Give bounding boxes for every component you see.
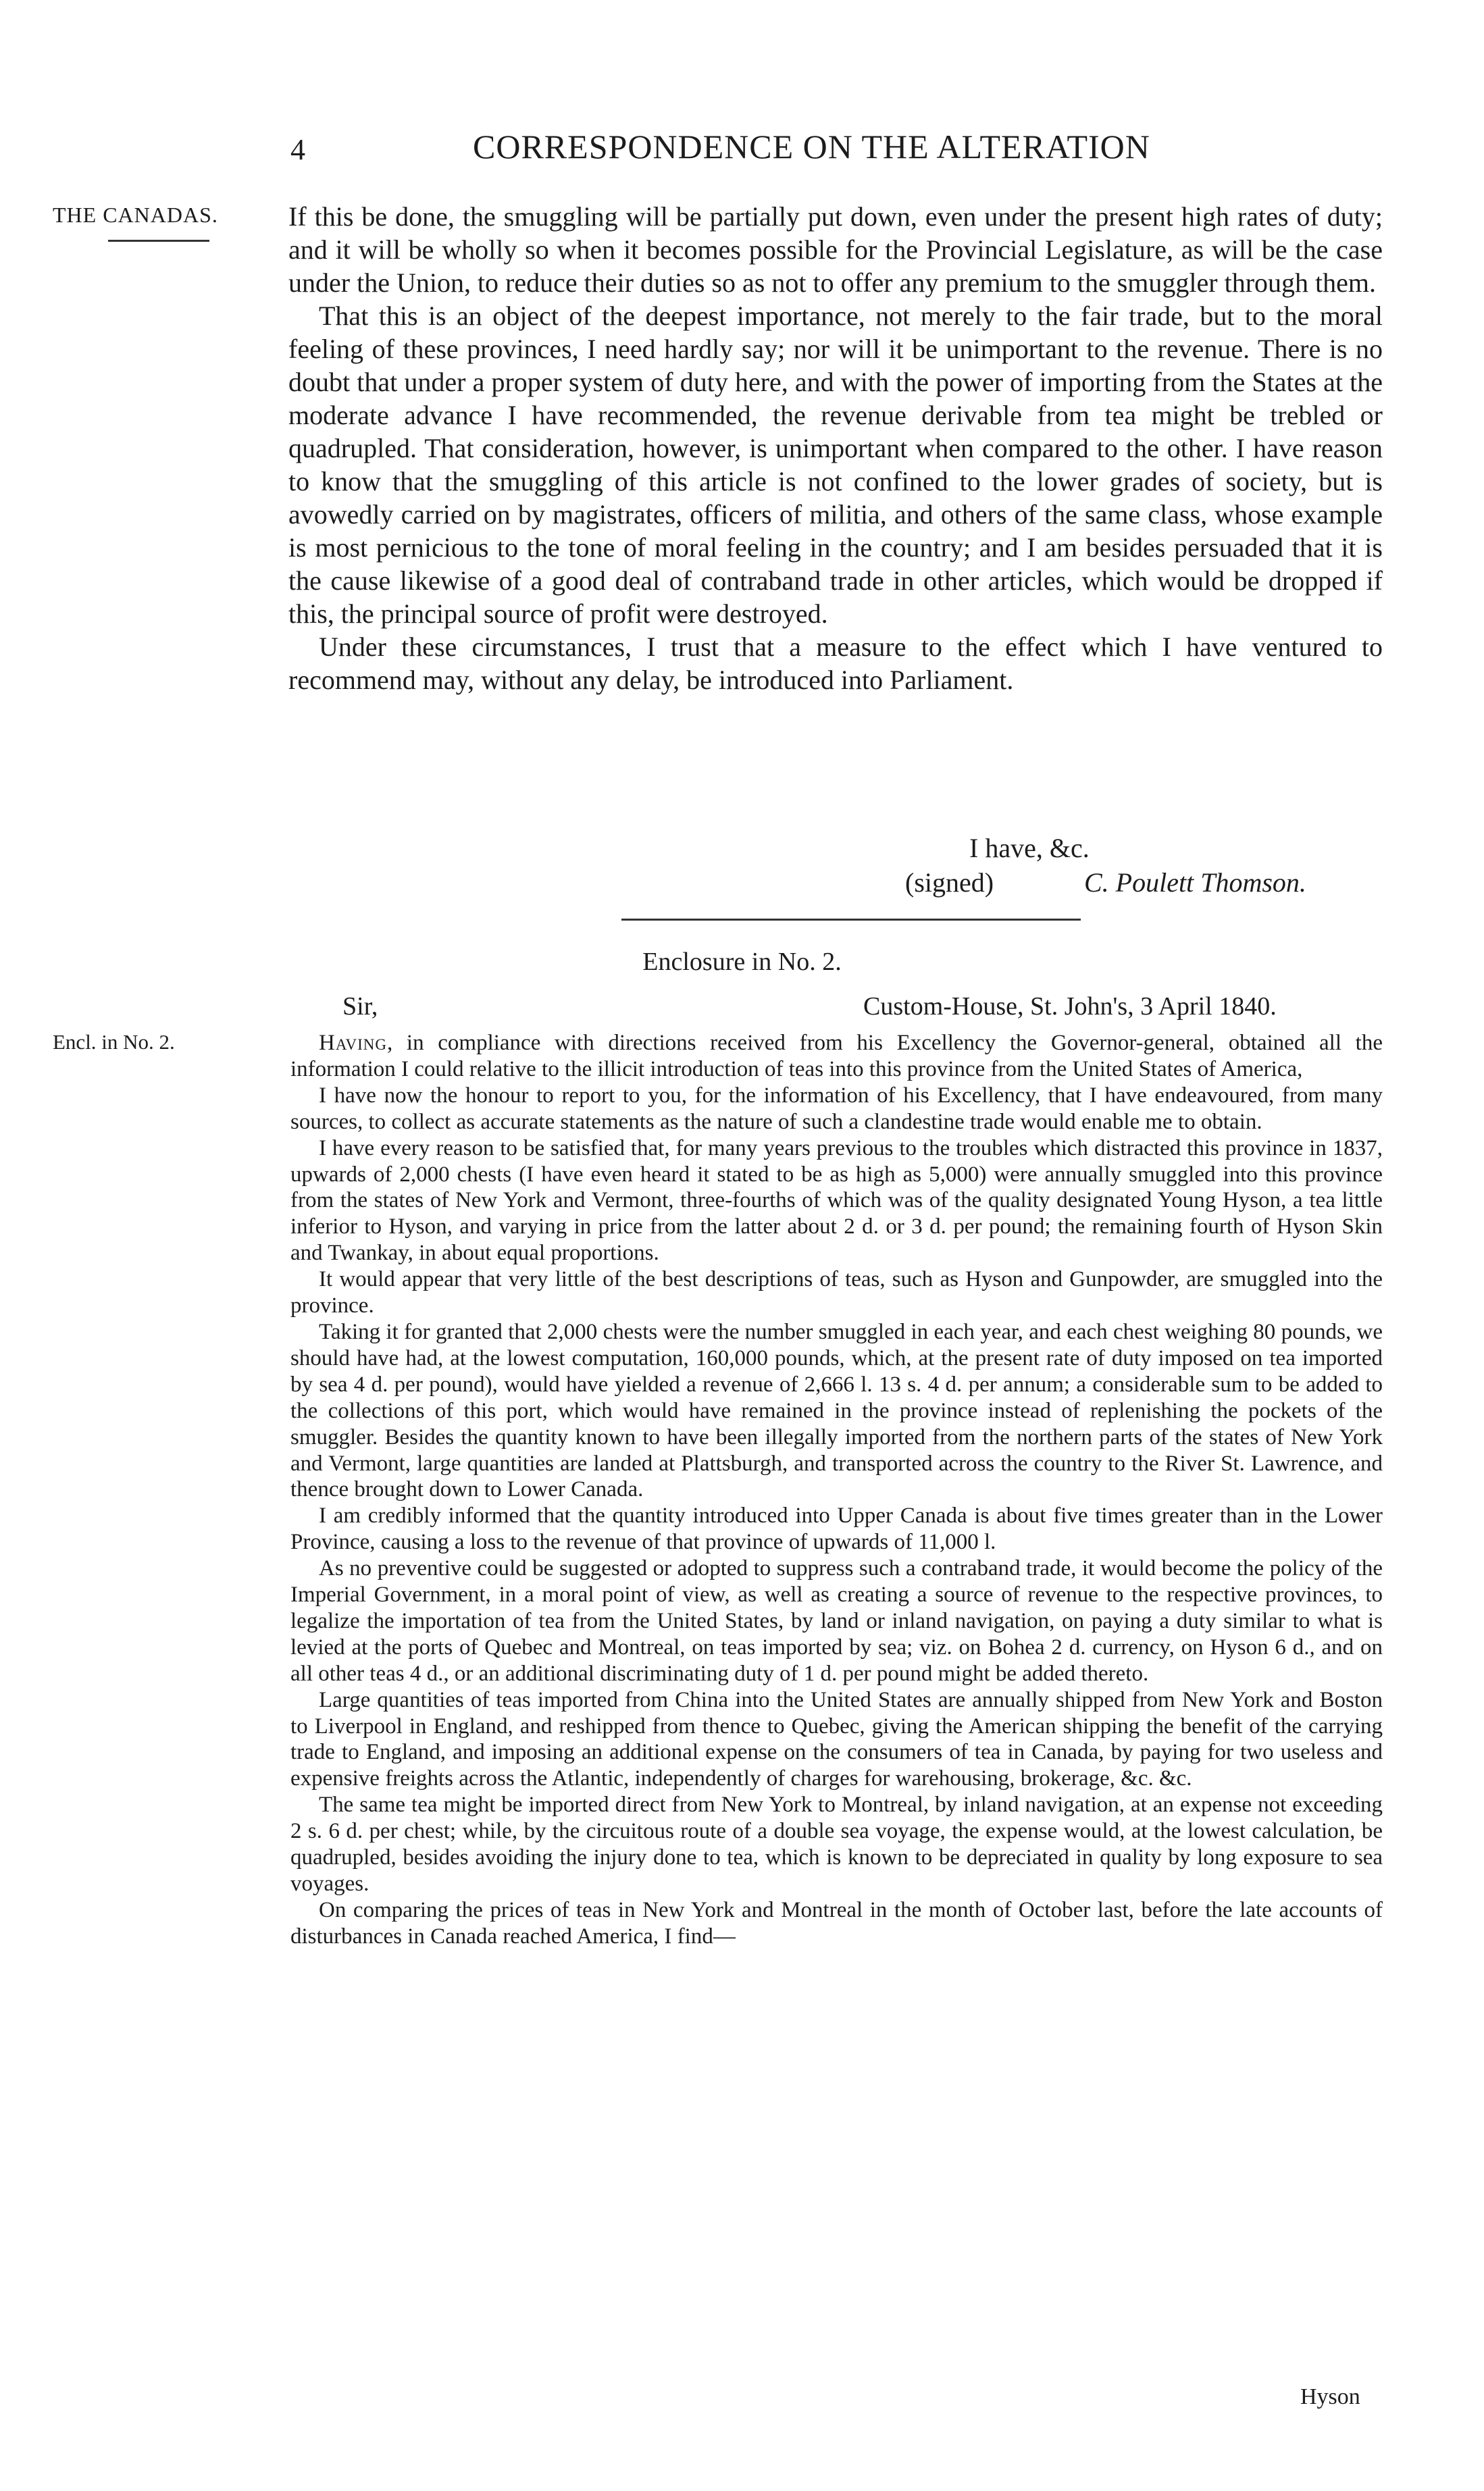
margin-rule bbox=[108, 240, 209, 242]
enclosure-body bbox=[290, 1030, 1383, 1950]
enclosure-paragraph: I have now the honour to report to you, for the information of his Excellency, that I have endeavoured, from many sources, to collect as accurate statements as the nature of such a clandestine trade would enable me to obtain. bbox=[290, 1083, 1383, 1134]
letter-paragraph: Under these circumstances, I trust that a measure to the effect which I have ventured to recommend may, without any delay, be introduced into Parliament. bbox=[288, 632, 1383, 695]
enclosure-paragraph: Large quantities of teas imported from China into the United States are annually shipped from New York and Boston to Liverpool in England, and reshipped from thence to Quebec, giving the American shipping the benefit of the carrying trade to England, and imposing an additional expense on the consumers of tea in Canada, by paying for two useless and expensive freights across the Atlantic, independently of charges for warehousing, brokerage, &c. &c. bbox=[290, 1687, 1383, 1791]
letter-body bbox=[288, 200, 1383, 696]
enclosure-paragraph: On comparing the prices of teas in New York and Montreal in the month of October last, before the late accounts of disturbances in Canada reached America, I find— bbox=[290, 1897, 1383, 1949]
enclosure-title: Enclosure in No. 2. bbox=[642, 948, 842, 976]
enclosure-paragraph: The same tea might be imported direct from New York to Montreal, by inland navigation, at an expense not exceeding 2 s. 6 d. per chest; while, by the circuitous route of a double sea voyage, the expense would, at the lowest calculation, be quadrupled, besides avoiding the injury done to tea, which is known to be depreciated in quality by long exposure to sea voyages. bbox=[290, 1793, 1383, 1896]
enclosure-paragraph: It would appear that very little of the best descriptions of teas, such as Hyson and Gunpowder, are smuggled into the province. bbox=[290, 1267, 1383, 1318]
running-title: CORRESPONDENCE ON THE ALTERATION bbox=[473, 128, 1150, 165]
enclosure-paragraph: I have every reason to be satisfied that, for many years previous to the troubles which distracted this province in 1837, upwards of 2,000 chests (I have even heard it stated to be as high as 5,000) were annually smuggled into this province from the states of New York and Vermont, three-fourths of which was of the quality designated Young Hyson, a tea little inferior to Hyson, and varying in price from the latter about 2 d. or 3 d. per pound; the remaining fourth of Hyson Skin and Twankay, in about equal proportions. bbox=[290, 1135, 1383, 1266]
letter-paragraph: If this be done, the smuggling will be partially put down, even under the present high rates of duty; and it will be wholly so when it becomes possible for the Provincial Legislature, as will be the case under the Union, to reduce their duties so as not to offer any premium to the smuggler through them. bbox=[288, 201, 1383, 298]
enclosure-paragraph bbox=[290, 1030, 1383, 1083]
closing: I have, &c. bbox=[969, 833, 1090, 863]
separator-rule bbox=[621, 919, 1081, 921]
dateline: Custom-House, St. John's, 3 April 1840. bbox=[863, 992, 1277, 1021]
enclosure-paragraph: As no preventive could be suggested or adopted to suppress such a contraband trade, it would become the policy of the Imperial Government, in a moral point of view, as well as creating a source of revenue to the respective provinces, to legalize the importation of tea from the United States, by land or inland navigation, on paying a duty similar to what is levied at the ports of Quebec and Montreal, on teas imported by sea; viz. on Bohea 2 d. currency, on Hyson 6 d., and on all other teas 4 d., or an additional discriminating duty of 1 d. per pound might be added thereto. bbox=[290, 1556, 1383, 1686]
margin-section-label: THE CANADAS. bbox=[53, 203, 218, 227]
page-number: 4 bbox=[290, 133, 305, 166]
enclosure-paragraph: I am credibly informed that the quantity introduced into Upper Canada is about five times greater than in the Lower Province, causing a loss to the revenue of that province of upwards of 11,000 l. bbox=[290, 1504, 1383, 1555]
margin-enclosure-note: Encl. in No. 2. bbox=[53, 1030, 175, 1054]
salutation: Sir, bbox=[342, 992, 378, 1021]
catchword: Hyson bbox=[1300, 2384, 1360, 2409]
letter-paragraph: That this is an object of the deepest importance, not merely to the fair trade, but to the moral feeling of these provinces, I need hardly say; nor will it be unimportant to the revenue. There is no doubt that under a proper system of duty here, and with the power of importing from the States at the moderate advance I have recommended, the revenue derivable from tea might be trebled or quadrupled. That consideration, however, is unimportant when compared to the other. I have reason to know that the smuggling of this article is not confined to the lower grades of society, but is avowedly carried on by magistrates, officers of militia, and others of the same class, whose example is most pernicious to the tone of moral feeling in the country; and I am besides persuaded that it is the cause likewise of a good deal of contraband trade in other articles, which would be dropped if this, the principal source of profit were destroyed. bbox=[288, 301, 1383, 629]
enclosure-paragraph: Taking it for granted that 2,000 chests were the number smuggled in each year, and each chest weighing 80 pounds, we should have had, at the lowest computation, 160,000 pounds, which, at the present rate of duty imposed on tea imported by sea 4 d. per pound), would have yielded a revenue of 2,666 l. 13 s. 4 d. per annum; a considerable sum to be added to the collections of this port, which would have remained in the province instead of replenishing the pockets of the smuggler. Besides the quantity known to have been illegally imported from the northern parts of the states of New York and Vermont, large quantities are landed at Plattsburgh, and transported across the country to the River St. Lawrence, and thence brought down to Lower Canada. bbox=[290, 1319, 1383, 1502]
opening-text: , in compliance with directions received from his Excellency the Governor-general, obtained all the information I could relative to the illicit introduction of teas into this province from the United States of America, bbox=[290, 1031, 1383, 1081]
opening-word: Having bbox=[319, 1031, 387, 1055]
signed-label: (signed) bbox=[905, 867, 994, 898]
signer-name: C. Poulett Thomson. bbox=[1084, 867, 1306, 898]
